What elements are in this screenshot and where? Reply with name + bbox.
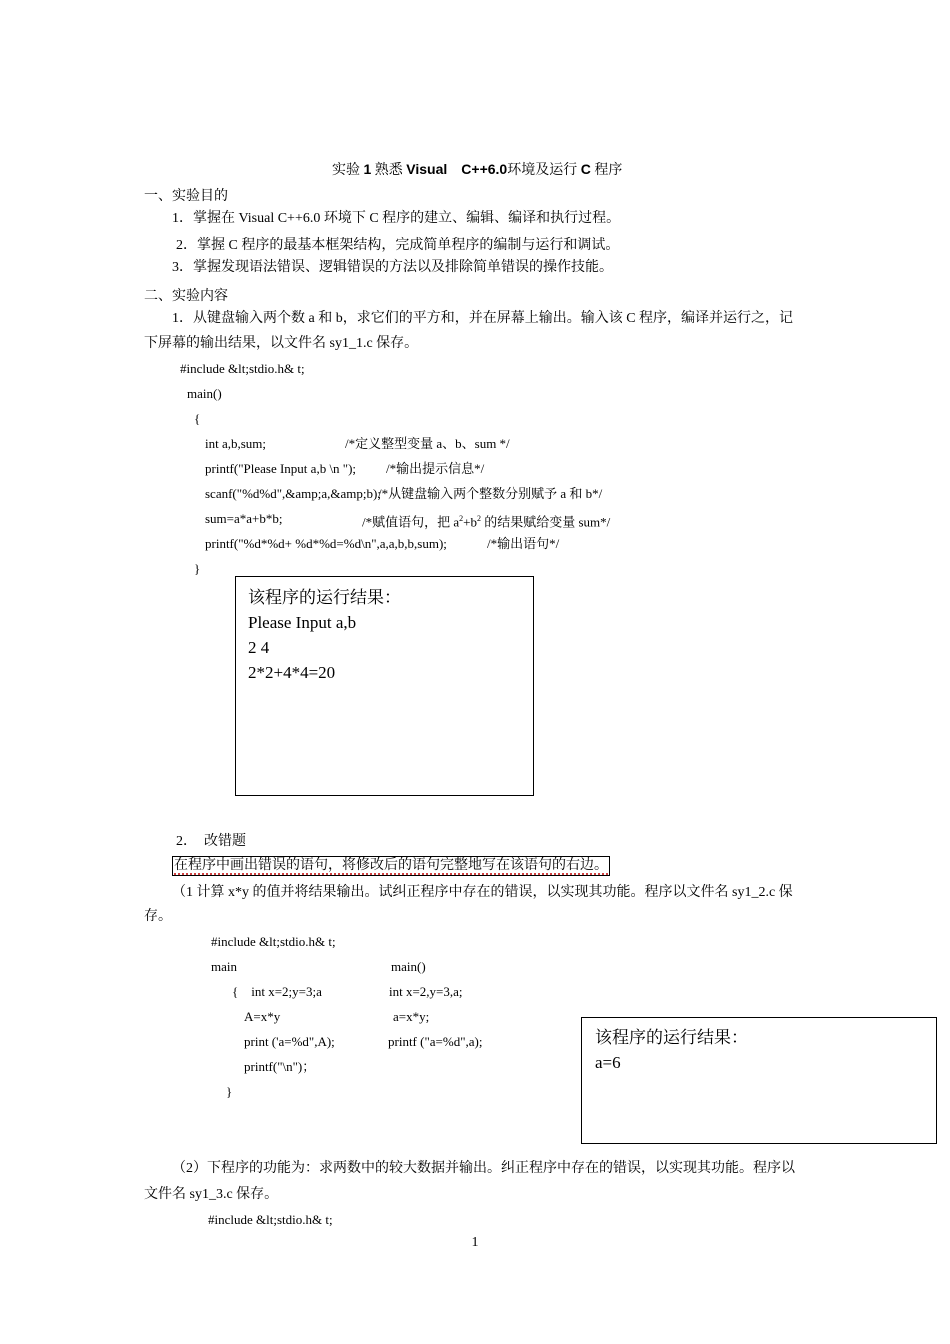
comment-part: +b [463,514,477,530]
superscript: 2 [476,514,481,523]
code-line: #include &lt;stdio.h& t; [211,934,336,949]
task2-sub2-text: （2）下程序的功能为：求两数中的较大数据并输出。纠正程序中存在的错误，以实现其功能。程序以 [172,1161,795,1176]
title-mid: 熟悉 [374,163,403,178]
code-line-wrong: A=x*y [244,1009,281,1024]
result-line: Please Input a,b [248,613,357,632]
code-line-wrong: { int x=2;y=3;a [232,984,322,999]
code-line: sum=a*a+b*b; [205,511,283,526]
code-line: printf("%d*%d+ %d*%d=%d\n",a,a,b,b,sum); [205,536,447,551]
objective-item: 1．掌握在 Visual C++6.0 环境下 C 程序的建立、编辑、编译和执行过程。 [172,211,621,226]
section-heading-content: 二、实验内容 [144,289,228,304]
title-suffix: 程序 [594,163,623,178]
result-heading: 该程序的运行结果： [595,1028,748,1047]
code-line: #include &lt;stdio.h& t; [180,361,305,376]
page-number: 1 [471,1235,479,1250]
code-comment: /*输出语句*/ [487,536,560,551]
comment-part: /*赋值语句，把 a [362,514,460,530]
instruction-highlight [172,856,610,876]
code-line: { [194,411,201,426]
title-rest: 环境及运行 [507,163,578,178]
instruction-text: 在程序中画出错误的语句，将修改后的语句完整地写在该语句的右边。 [174,858,608,873]
result-line: 2*2+4*4=20 [248,663,336,682]
code-line: scanf("%d%d",&amp;a,&amp;b); [205,486,381,501]
task2-sub1-text: （1 计算 x*y 的值并将结果输出。试纠正程序中存在的错误，以实现其功能。程序以文件名 sy1_2.c 保 [172,885,793,900]
title-prefix: 实验 [332,163,360,178]
task1-text: 1．从键盘输入两个数 a 和 b，求它们的平方和，并在屏幕上输出。输入该 C 程序，编译并运行之，记 [172,311,794,326]
result-box-2 [581,1017,937,1144]
code-line: main() [187,386,222,401]
task2-heading: 2． 改错题 [176,834,246,849]
code-line-wrong: print ('a=%d",A); [244,1034,335,1049]
code-line: } [226,1084,233,1099]
code-line-fixed: main() [391,959,426,974]
code-line-fixed: int x=2,y=3,a; [389,984,463,999]
comment-part: 的结果赋给变量 sum*/ [480,514,611,530]
page-title [332,160,622,180]
objective-item: 3．掌握发现语法错误、逻辑错误的方法以及排除简单错误的操作技能。 [172,260,613,275]
task2-sub1-text: 存。 [144,909,172,924]
result-line: a=6 [595,1053,621,1072]
code-line-fixed: printf ("a=%d",a); [388,1034,483,1049]
code-line: printf("\n")； [244,1059,316,1074]
code-line: #include &lt;stdio.h& t; [208,1212,333,1227]
superscript: 2 [459,514,464,523]
code-comment: /*从键盘输入两个整数分别赋予 a 和 b*/ [378,486,603,501]
result-heading: 该程序的运行结果： [248,588,401,607]
title-visual: Visual [406,161,448,177]
code-comment: /*输出提示信息*/ [386,461,485,476]
code-line-fixed: a=x*y; [393,1009,430,1024]
title-c: C [580,161,591,177]
code-line: int a,b,sum; [205,436,267,451]
result-line: 2 4 [248,638,270,657]
task2-sub2-text: 文件名 sy1_3.c 保存。 [144,1187,279,1202]
code-line-wrong: main [211,959,237,974]
code-comment: /*定义整型变量 a、b、sum */ [345,436,510,451]
task1-text: 下屏幕的输出结果，以文件名 sy1_1.c 保存。 [144,336,419,351]
code-comment [362,510,610,531]
section-heading-objectives: 一、实验目的 [144,189,228,204]
title-cpp: C++6.0 [461,161,508,177]
code-line: printf("Please Input a,b \n "); [205,461,357,476]
objective-item: 2．掌握 C 程序的最基本框架结构，完成简单程序的编制与运行和调试。 [176,238,620,253]
title-number: 1 [363,161,372,177]
result-box-1 [235,576,534,796]
code-line: } [194,561,201,576]
